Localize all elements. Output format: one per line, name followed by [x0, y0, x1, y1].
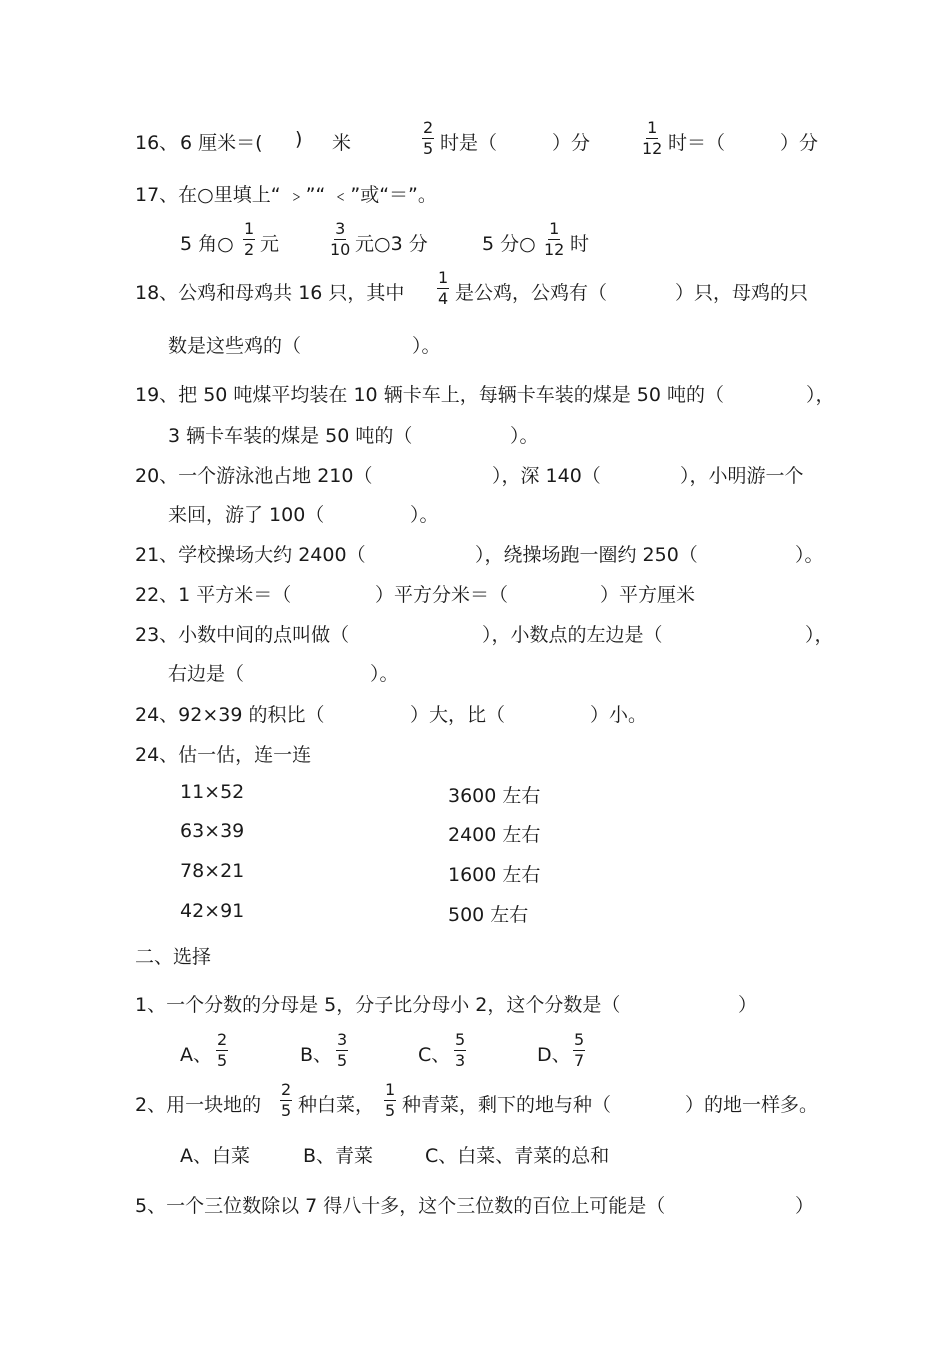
- c1-option-b-fraction: $\frac{3}{5}$: [337, 1030, 348, 1070]
- c1-option-a-fraction: $\frac{2}{5}$: [217, 1030, 228, 1070]
- c1-option-c-label: C、: [418, 1044, 451, 1066]
- q18-line2-a: 数是这些鸡的（: [168, 335, 302, 357]
- c2-option-c: C、白菜、青菜的总和: [425, 1145, 610, 1167]
- q20-line2-b: ）。: [410, 504, 439, 526]
- q23-text-a: 23、小数中间的点叫做（: [135, 624, 350, 646]
- q22-text-a: 22、1 平方米＝（: [135, 584, 292, 606]
- q23-text-c: ），: [805, 624, 834, 646]
- q22-text-c: ）平方厘米: [600, 584, 696, 606]
- q17-fraction-3-10: $\frac{3}{10}$: [330, 219, 351, 259]
- q16-number: 16、: [135, 132, 179, 154]
- q16-text-cm: 6 厘米＝(: [180, 132, 263, 154]
- q17-item1-unit: 元: [260, 233, 280, 255]
- c1-option-d-label: D、: [537, 1044, 571, 1066]
- q18-text-c: ）只，母鸡的只: [675, 282, 809, 304]
- q23-text-b: ），小数点的左边是（: [482, 624, 663, 646]
- estimate-right-item: 500 左右: [448, 904, 529, 926]
- c2-text-d: ）的地一样多。: [685, 1094, 819, 1116]
- c1-option-c-fraction: $\frac{5}{3}$: [455, 1030, 466, 1070]
- estimate-title: 24、估一估，连一连: [135, 744, 312, 766]
- c1-option-b-label: B、: [300, 1044, 333, 1066]
- q17-fraction-1-12: $\frac{1}{12}$: [544, 219, 565, 259]
- q16-unit-m: 米: [332, 132, 352, 154]
- q20-text-c: ），小明游一个: [680, 465, 804, 487]
- q17-item3: 5 分○: [482, 233, 536, 255]
- q17-fraction-1-2: $\frac{1}{2}$: [244, 219, 255, 259]
- q20-text-a: 20、一个游泳池占地 210（: [135, 465, 373, 487]
- c2-fraction-1-5: $\frac{1}{5}$: [385, 1080, 396, 1120]
- estimate-left-item: 78×21: [180, 860, 245, 882]
- q17-item2: 元○3 分: [355, 233, 428, 255]
- q24-text-c: ）小。: [590, 704, 648, 726]
- q17-item1: 5 角○: [180, 233, 234, 255]
- q19-text-a: 19、把 50 吨煤平均装在 10 辆卡车上，每辆卡车装的煤是 50 吨的（: [135, 384, 724, 406]
- q16-text-hours-eq: 时＝（: [668, 132, 726, 154]
- c1-close: ）: [738, 994, 758, 1016]
- estimate-right-item: 1600 左右: [448, 864, 541, 886]
- q20-line2-a: 来回，游了 100（: [168, 504, 325, 526]
- c2-text-a: 2、用一块地的: [135, 1094, 262, 1116]
- q16-fraction-1-12: $\frac{1}{12}$: [642, 118, 663, 158]
- c1-option-a-label: A、: [180, 1044, 212, 1066]
- c2-option-b: B、青菜: [303, 1145, 374, 1167]
- estimate-left-item: 63×39: [180, 820, 245, 842]
- estimate-right-item: 2400 左右: [448, 824, 541, 846]
- q24-text-a: 24、92×39 的积比（: [135, 704, 325, 726]
- q16-text-min: ）分: [552, 132, 591, 154]
- q18-fraction-1-4: $\frac{1}{4}$: [438, 268, 449, 308]
- q21-text-b: ），绕操场跑一圈约 250（: [475, 544, 698, 566]
- q18-line2-b: ）。: [412, 335, 441, 357]
- c2-text-b: 种白菜，: [298, 1094, 375, 1116]
- q19-line2-b: ）。: [510, 425, 539, 447]
- q19-text-b: ），: [806, 384, 835, 406]
- q20-text-b: ），深 140（: [492, 465, 601, 487]
- q17-item3-unit: 时: [570, 233, 590, 255]
- q21-text-a: 21、学校操场大约 2400（: [135, 544, 366, 566]
- q24-text-b: ）大，比（: [410, 704, 506, 726]
- c1-option-d-fraction: $\frac{5}{7}$: [574, 1030, 585, 1070]
- q16-fraction-2-5: $\frac{2}{5}$: [423, 118, 434, 158]
- c5-text-a: 5、一个三位数除以 7 得八十多，这个三位数的百位上可能是（: [135, 1195, 666, 1217]
- q18-text-b: 是公鸡，公鸡有（: [455, 282, 608, 304]
- c2-fraction-2-5: $\frac{2}{5}$: [281, 1080, 292, 1120]
- q16-text-hours: 时是（: [440, 132, 498, 154]
- q16-text-min2: ）分: [780, 132, 819, 154]
- c2-text-c: 种青菜，剩下的地与种（: [402, 1094, 612, 1116]
- estimate-left-item: 42×91: [180, 900, 245, 922]
- section-title-choice: 二、选择: [135, 946, 212, 968]
- q16-blank-close: ): [295, 128, 303, 150]
- q23-line2-a: 右边是（: [168, 663, 245, 685]
- c5-text-b: ）: [795, 1195, 815, 1217]
- q18-text-a: 18、公鸡和母鸡共 16 只，其中: [135, 282, 405, 304]
- c1-stem: 1、一个分数的分母是 5，分子比分母小 2，这个分数是（: [135, 994, 621, 1016]
- q17-instruction: 17、在○里填上“ ﹥”“ ﹤”或“＝”。: [135, 184, 437, 206]
- q23-line2-b: ）。: [370, 663, 399, 685]
- q21-text-c: ）。: [795, 544, 824, 566]
- c2-option-a: A、白菜: [180, 1145, 250, 1167]
- estimate-left-item: 11×52: [180, 781, 245, 803]
- estimate-right-item: 3600 左右: [448, 785, 541, 807]
- q22-text-b: ）平方分米＝（: [375, 584, 509, 606]
- q19-line2-a: 3 辆卡车装的煤是 50 吨的（: [168, 425, 413, 447]
